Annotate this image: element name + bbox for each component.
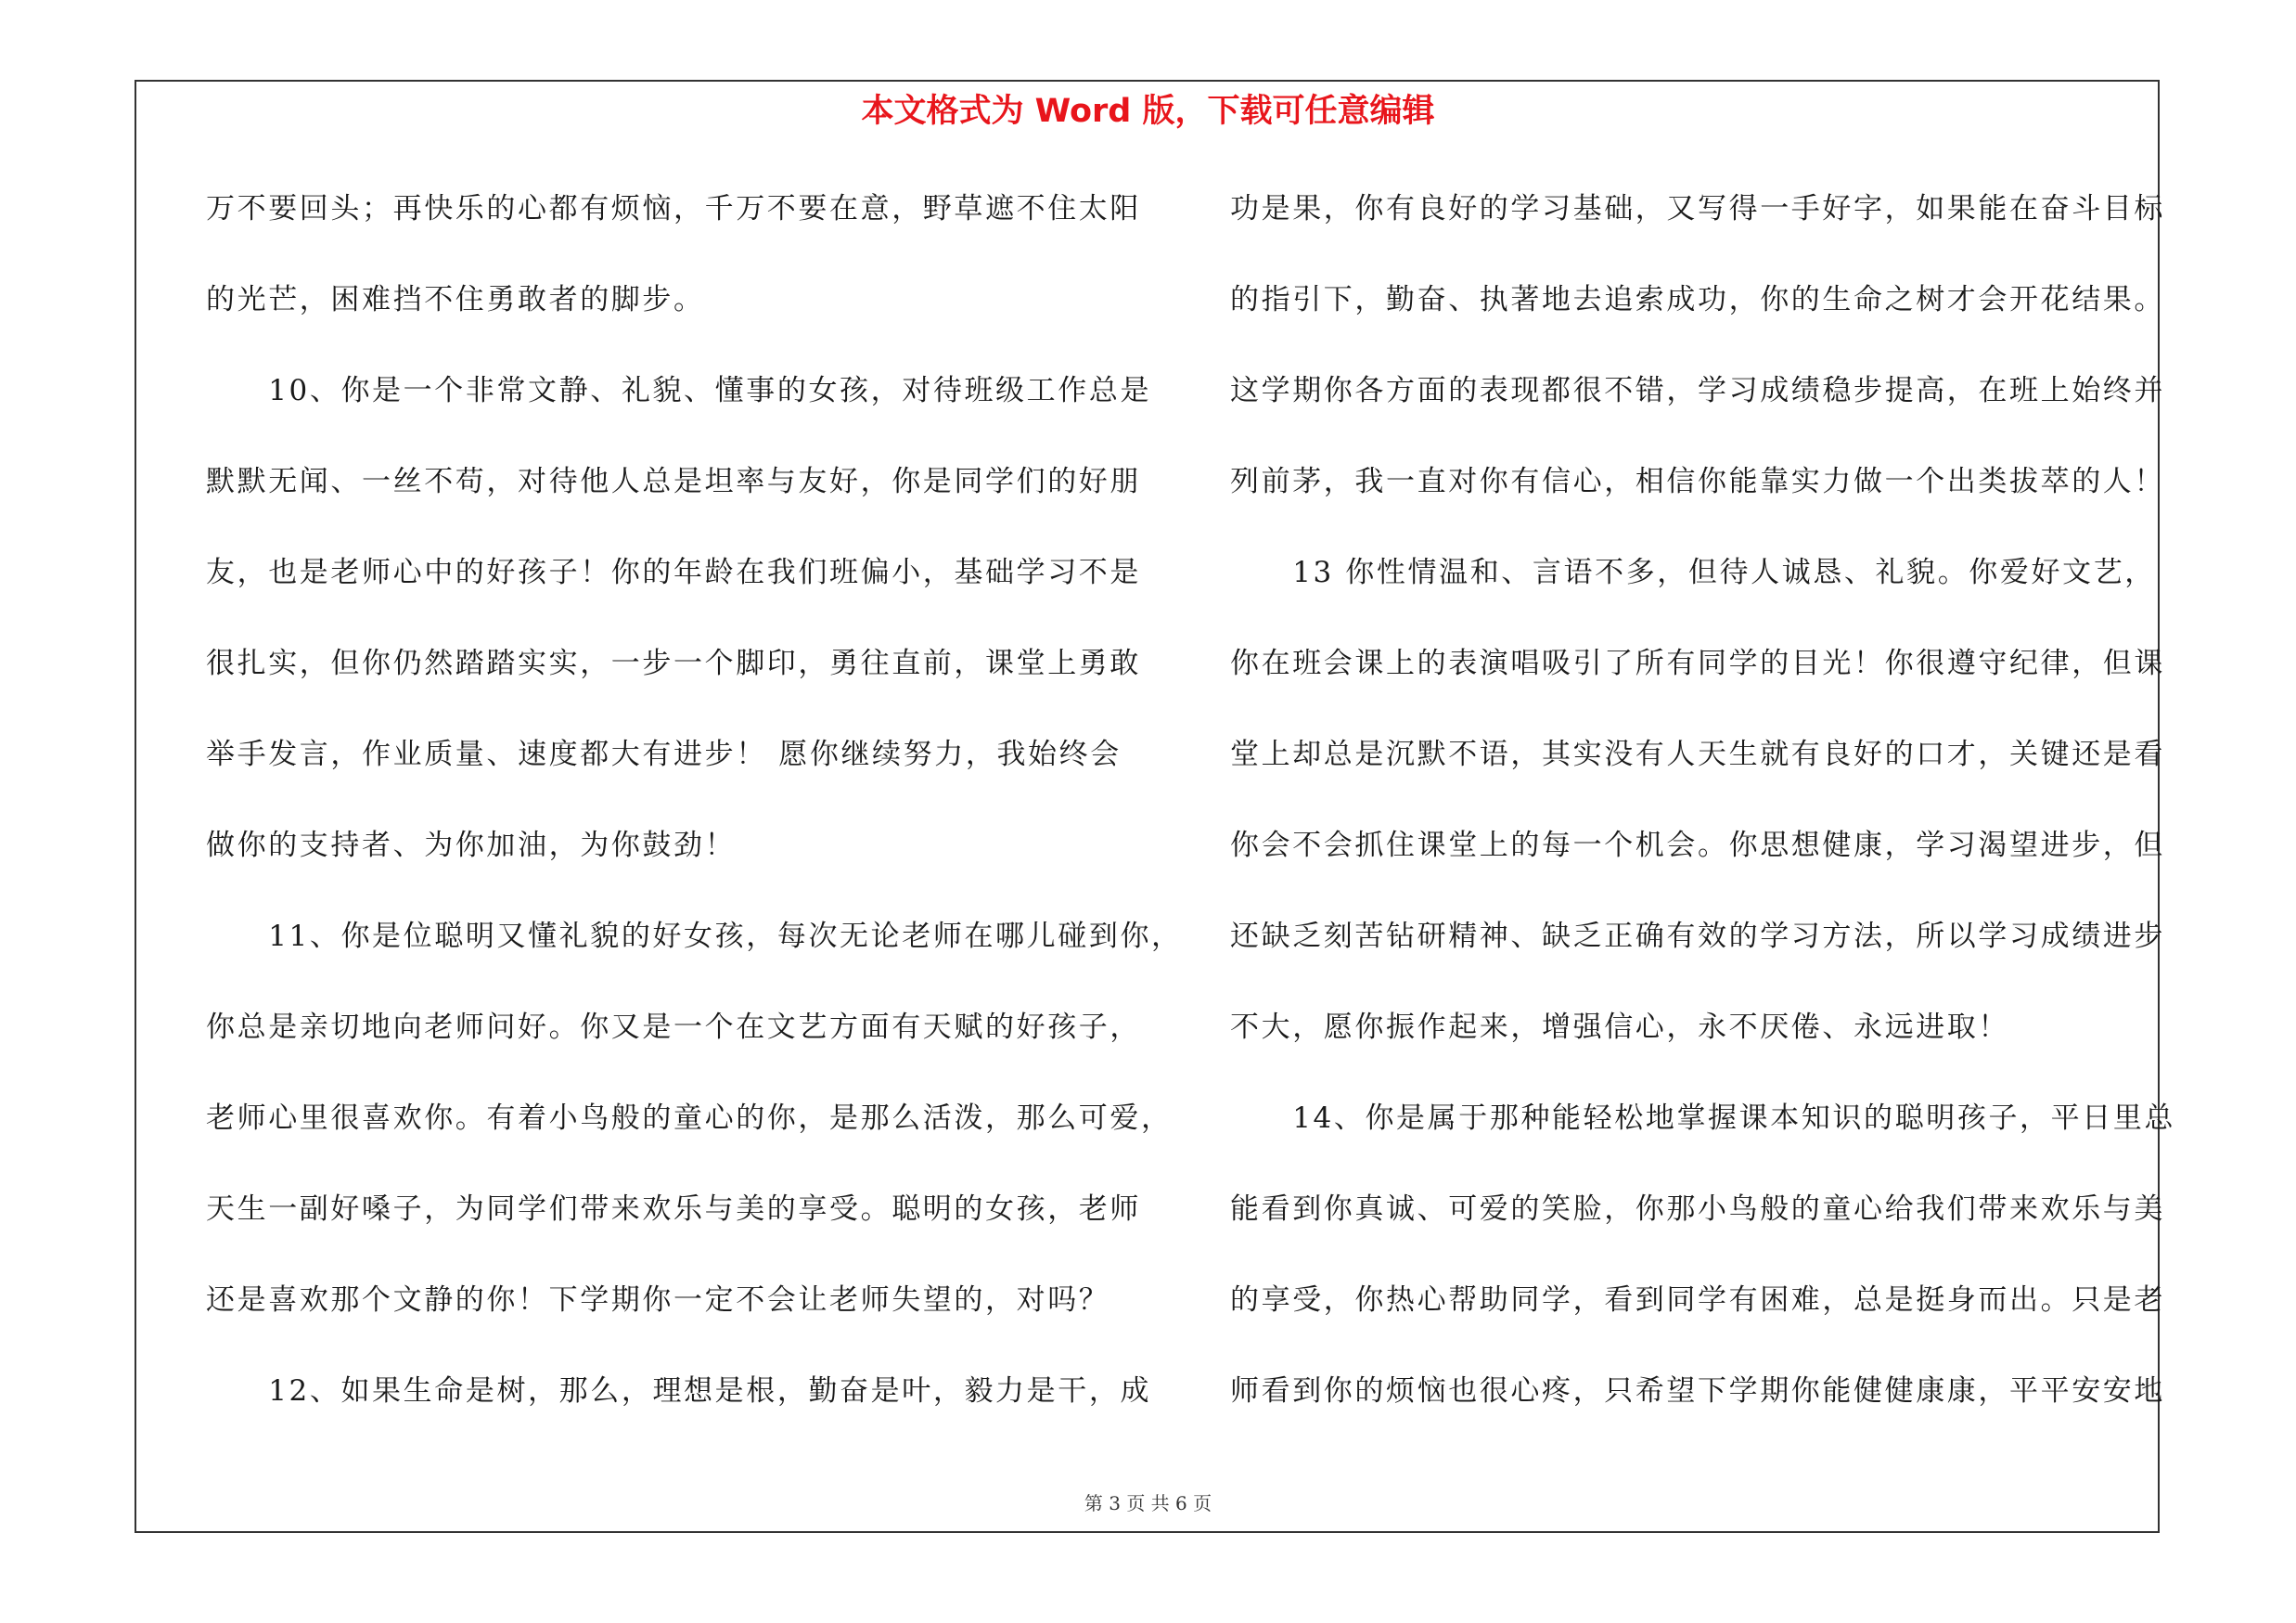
- left-column-line: 11、你是位聪明又懂礼貌的好女孩，每次无论老师在哪儿碰到你，: [206, 920, 1183, 953]
- right-column-line: 14、你是属于那种能轻松地掌握课本知识的聪明孩子，平日里总: [1230, 1101, 2176, 1135]
- left-column-line: 12、如果生命是树，那么，理想是根，勤奋是叶，毅力是干，成: [206, 1374, 1152, 1408]
- left-column-line: 默默无闻、一丝不苟，对待他人总是坦率与友好，你是同学们的好朋: [206, 465, 1141, 498]
- right-column-line: 这学期你各方面的表现都很不错，学习成绩稳步提高，在班上始终并: [1230, 374, 2165, 407]
- right-column-line: 功是果，你有良好的学习基础，又写得一手好字，如果能在奋斗目标: [1230, 192, 2165, 225]
- left-column-line: 天生一副好嗓子，为同学们带来欢乐与美的享受。聪明的女孩，老师: [206, 1192, 1141, 1226]
- right-column-line: 能看到你真诚、可爱的笑脸，你那小鸟般的童心给我们带来欢乐与美: [1230, 1192, 2165, 1226]
- right-column-line: 你在班会课上的表演唱吸引了所有同学的目光！你很遵守纪律，但课: [1230, 647, 2165, 680]
- right-column-line: 堂上却总是沉默不语，其实没有人天生就有良好的口才，关键还是看: [1230, 738, 2165, 771]
- left-column-line: 的光芒，困难挡不住勇敢者的脚步。: [206, 283, 705, 316]
- left-column-line: 万不要回头；再快乐的心都有烦恼，千万不要在意，野草遮不住太阳: [206, 192, 1141, 225]
- left-column-line: 老师心里很喜欢你。有着小鸟般的童心的你，是那么活泼，那么可爱，: [206, 1101, 1173, 1135]
- left-column-line: 很扎实，但你仍然踏踏实实，一步一个脚印，勇往直前，课堂上勇敢: [206, 647, 1141, 680]
- right-column-line: 还缺乏刻苦钻研精神、缺乏正确有效的学习方法，所以学习成绩进步: [1230, 920, 2165, 953]
- left-column-line: 10、你是一个非常文静、礼貌、懂事的女孩，对待班级工作总是: [206, 374, 1152, 407]
- right-column-line: 你会不会抓住课堂上的每一个机会。你思想健康，学习渴望进步，但: [1230, 829, 2165, 862]
- right-column-line: 不大，愿你振作起来，增强信心，永不厌倦、永远进取！: [1230, 1011, 2009, 1044]
- right-column-line: 13 你性情温和、言语不多，但待人诚恳、礼貌。你爱好文艺，: [1230, 556, 2156, 589]
- right-column-line: 的指引下，勤奋、执著地去追索成功，你的生命之树才会开花结果。: [1230, 283, 2165, 316]
- right-column-line: 师看到你的烦恼也很心疼，只希望下学期你能健健康康，平平安安地: [1230, 1374, 2165, 1408]
- right-column-line: 列前茅，我一直对你有信心，相信你能靠实力做一个出类拔萃的人！: [1230, 465, 2165, 498]
- left-column-line: 还是喜欢那个文静的你！下学期你一定不会让老师失望的，对吗？: [206, 1283, 1110, 1317]
- header-banner: 本文格式为 Word 版，下载可任意编辑: [861, 93, 1435, 130]
- left-column-line: 举手发言，作业质量、速度都大有进步！ 愿你继续努力，我始终会: [206, 738, 1122, 771]
- left-column-line: 友，也是老师心中的好孩子！你的年龄在我们班偏小，基础学习不是: [206, 556, 1141, 589]
- left-column-line: 你总是亲切地向老师问好。你又是一个在文艺方面有天赋的好孩子，: [206, 1011, 1141, 1044]
- page-indicator: 第 3 页 共 6 页: [1084, 1492, 1212, 1514]
- right-column-line: 的享受，你热心帮助同学，看到同学有困难，总是挺身而出。只是老: [1230, 1283, 2165, 1317]
- left-column-line: 做你的支持者、为你加油，为你鼓劲！: [206, 829, 737, 862]
